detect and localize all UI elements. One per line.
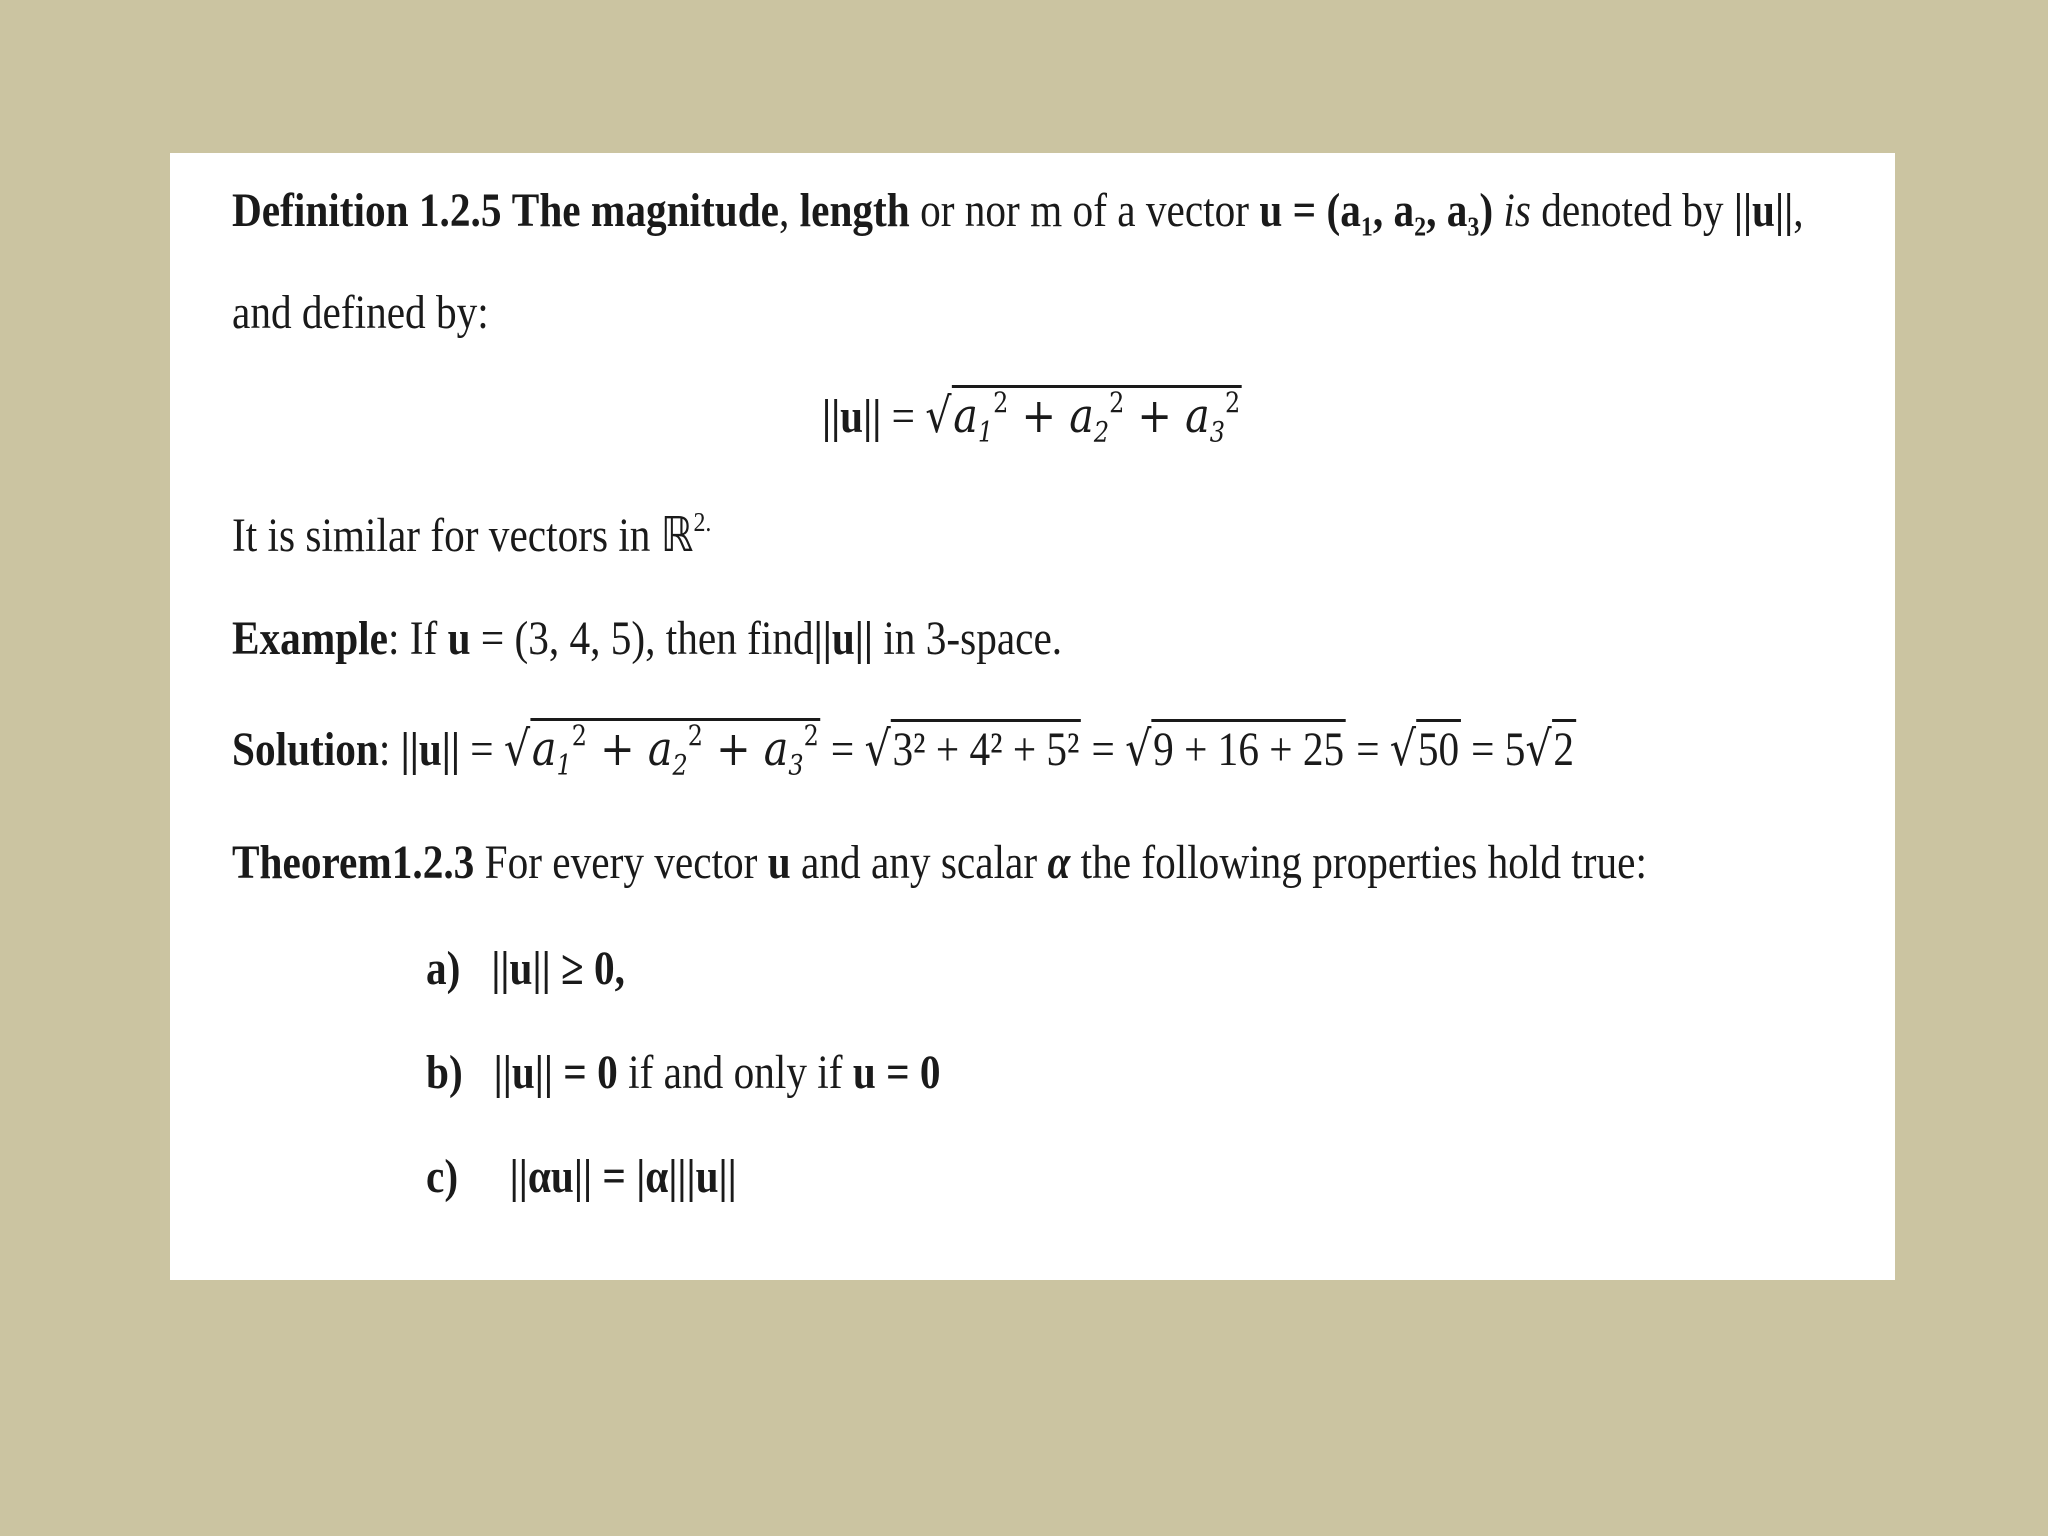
theorem-line: Theorem1.2.3 For every vector u and any scalar α the following properties hold true:: [232, 836, 1647, 889]
denoted-by: denoted by: [1541, 184, 1724, 237]
definition-line-2: and defined by:: [232, 286, 489, 339]
property-marker: a): [426, 942, 461, 995]
property-marker: b): [426, 1046, 463, 1099]
example-line: Example: If u = (3, 4, 5), then find||u|| in 3-space.: [232, 612, 1063, 665]
sqrt-icon: √: [864, 721, 891, 777]
sqrt-icon: √: [925, 388, 952, 444]
vector-u-def: $u = (a_1$, $a_2$, $a_3$): [1259, 184, 1494, 243]
sqrt-icon: √: [503, 721, 531, 777]
formula-lhs: ||u||: [822, 390, 882, 443]
content-card: [170, 153, 1895, 1280]
norm-symbol: ||u||: [1733, 184, 1794, 237]
property-a: a) ||u|| ≥ 0,: [426, 942, 625, 995]
similar-line: It is similar for vectors in ℝ$^{2.}$: [232, 506, 712, 562]
definition-label: Definition 1.2.5: [232, 184, 502, 237]
property-c: c) ||αu|| = |α|||u||: [426, 1150, 737, 1203]
is-word: is: [1503, 184, 1531, 237]
norm-formula: $||u|| = √a_1^2 + a_2^2 + a_3^2$: [822, 385, 1241, 449]
theorem-label: Theorem1.2.3: [232, 836, 475, 889]
sqrt-icon: √: [1125, 721, 1152, 777]
magnitude-term: The magnitude: [511, 184, 780, 237]
sqrt-icon: √: [1525, 721, 1552, 777]
definition-line-1: Definition 1.2.5 The magnitude, length or nor m of a vector $u = (a_1$, $a_2$, $a_3$) is denoted by ||u||,: [232, 184, 1804, 243]
norm-phrase: or nor m of a vector: [920, 184, 1250, 237]
radicand: $a_1^2 + a_2^2 + a_3^2$: [953, 385, 1241, 449]
property-b: b) ||u|| = 0 if and only if u = 0: [426, 1046, 941, 1099]
example-label: Example: [232, 612, 388, 665]
length-term: length: [799, 184, 910, 237]
solution-label: Solution: [232, 723, 379, 776]
sqrt-icon: √: [1389, 721, 1417, 777]
solution-line: Solution: $||u|| = √a_1^2 + a_2^2 + a_3^2 = √3^2 + 4^2 + 5^2 = √9 + 16 + 25 = √50 = 5√2$: [232, 718, 1575, 782]
property-marker: c): [426, 1150, 459, 1203]
